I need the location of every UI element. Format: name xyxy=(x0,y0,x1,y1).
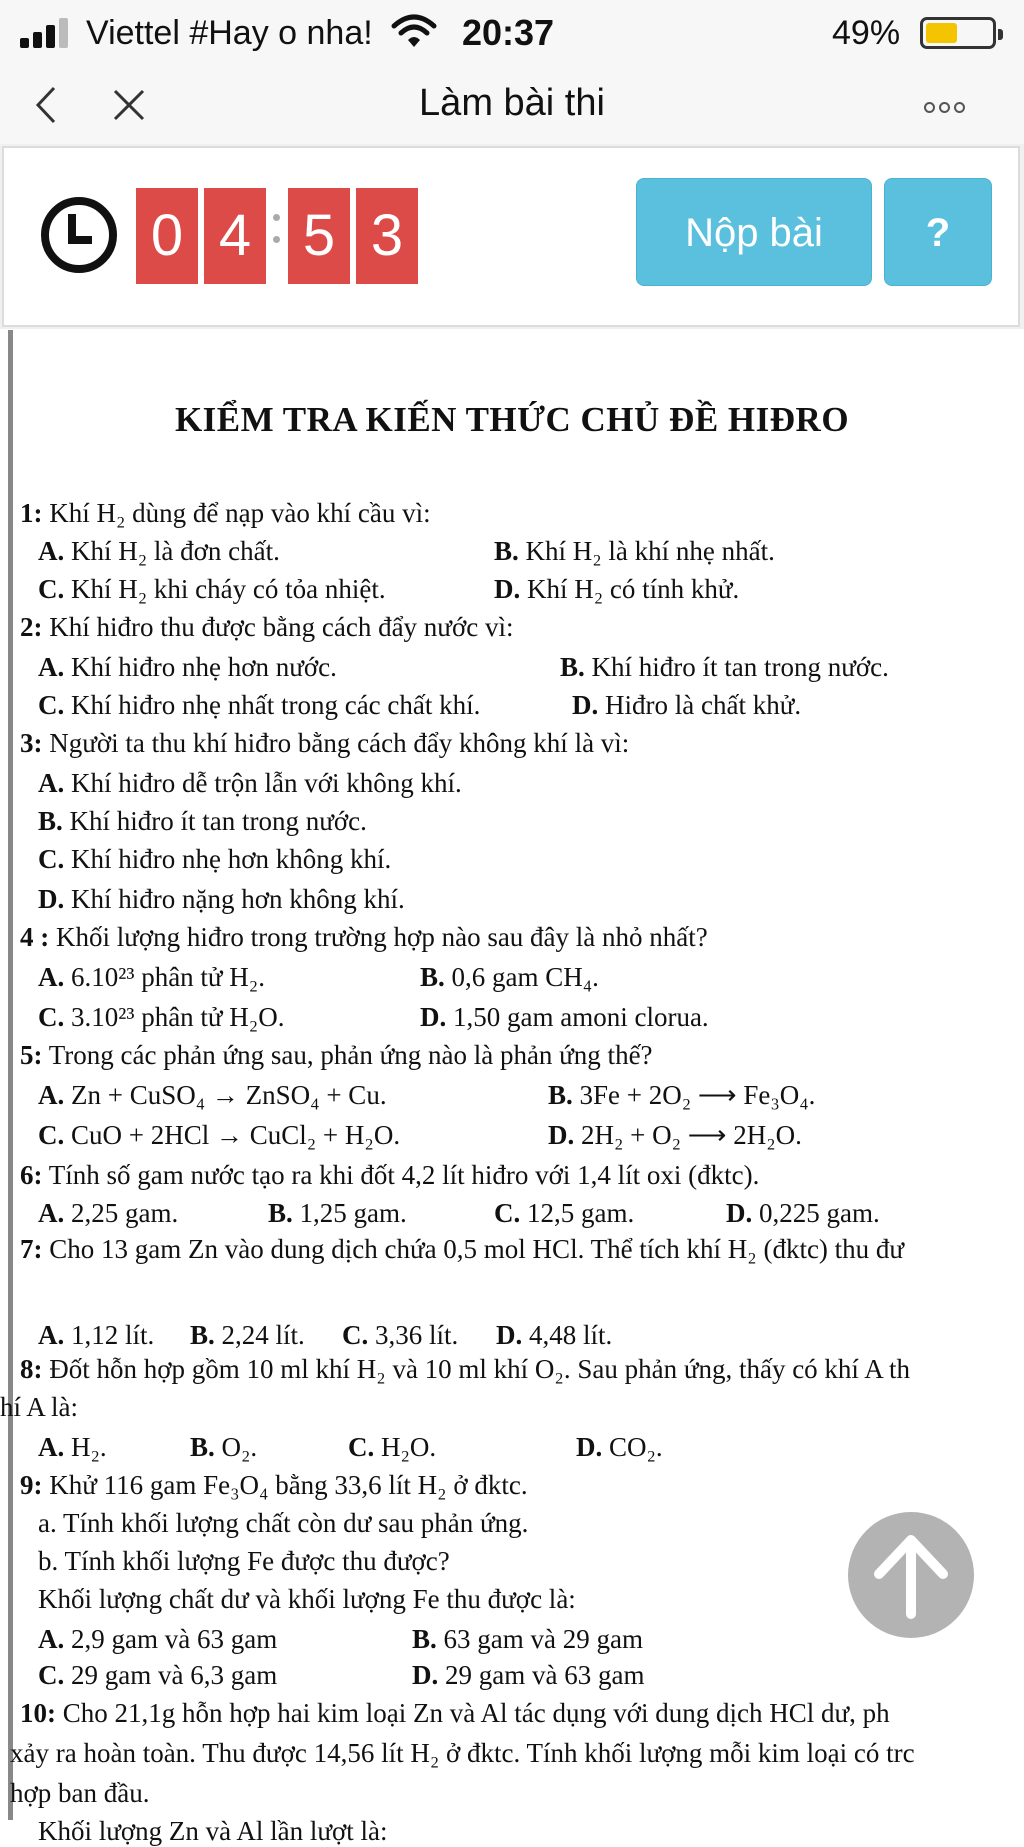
item-label: D. xyxy=(576,1432,603,1462)
item-text: 63 gam và 29 gam xyxy=(436,1624,643,1654)
timer-digit: 4 xyxy=(204,188,266,284)
item-text: 0,6 gam CH₄. xyxy=(444,962,599,992)
question-line xyxy=(38,844,391,875)
question-line xyxy=(342,1320,458,1351)
question-line xyxy=(38,806,367,837)
item-text: CuO + 2HCl → CuCl₂ + H₂O. xyxy=(64,1120,401,1150)
item-text: Cho 21,1g hỗn hợp hai kim loại Zn và Al tác dụng với dung dịch HCl dư, ph xyxy=(56,1698,890,1728)
item-text: Khí H₂ dùng để nạp vào khí cầu vì: xyxy=(42,498,431,528)
item-text: Khí H₂ khi cháy có tỏa nhiệt. xyxy=(64,574,386,604)
question-line xyxy=(412,1660,644,1691)
question-line xyxy=(576,1432,663,1463)
item-label: D. xyxy=(494,574,521,604)
timer-digit: 3 xyxy=(356,188,418,284)
scroll-top-button[interactable] xyxy=(848,1512,974,1638)
text-line xyxy=(0,1392,78,1423)
item-label: 9: xyxy=(20,1470,43,1500)
item-text: 2,24 lít. xyxy=(214,1320,305,1350)
item-label: B. xyxy=(548,1080,573,1110)
nav-bar xyxy=(0,66,1024,144)
item-label: C. xyxy=(342,1320,369,1350)
item-text: 2,9 gam và 63 gam xyxy=(64,1624,278,1654)
item-label: A. xyxy=(38,768,65,798)
item-label: C. xyxy=(38,1660,65,1690)
item-text: Trong các phản ứng sau, phản ứng nào là phản ứng thế? xyxy=(42,1040,653,1070)
item-text: H₂. xyxy=(64,1432,107,1462)
help-button[interactable]: ? xyxy=(884,178,992,286)
item-text: 29 gam và 6,3 gam xyxy=(64,1660,278,1690)
question-line xyxy=(560,652,889,683)
item-text: Khí hiđro nhẹ hơn nước. xyxy=(64,652,337,682)
item-text: 12,5 gam. xyxy=(520,1198,635,1228)
question-line xyxy=(38,536,280,567)
more-dots-icon[interactable] xyxy=(924,100,972,114)
item-text: Hiđro là chất khử. xyxy=(598,690,802,720)
item-label: A. xyxy=(38,1320,65,1350)
item-label: D. xyxy=(572,690,599,720)
text-line xyxy=(38,1584,576,1615)
item-label: B. xyxy=(190,1432,215,1462)
item-label: B. xyxy=(412,1624,437,1654)
item-text: Khí H₂ là khí nhẹ nhất. xyxy=(518,536,775,566)
item-label: 2: xyxy=(20,612,43,642)
item-label: B. xyxy=(268,1198,293,1228)
item-text: Khối lượng chất dư và khối lượng Fe thu được là: xyxy=(38,1584,576,1614)
item-text: O₂. xyxy=(214,1432,258,1462)
item-label: C. xyxy=(38,844,65,874)
timer-digit: 5 xyxy=(288,188,350,284)
item-label: D. xyxy=(548,1120,575,1150)
item-label: A. xyxy=(38,1432,65,1462)
question-line xyxy=(572,690,801,721)
item-label: B. xyxy=(560,652,585,682)
item-text: Cho 13 gam Zn vào dung dịch chứa 0,5 mol HCl. Thể tích khí H₂ (đktc) thu đư xyxy=(42,1234,905,1264)
battery-icon xyxy=(920,17,996,49)
question-line xyxy=(38,652,337,683)
timer-colon xyxy=(270,200,284,260)
item-text: a. Tính khối lượng chất còn dư sau phản ứng. xyxy=(38,1508,529,1538)
question-line xyxy=(38,574,386,605)
text-line xyxy=(38,1508,528,1539)
item-label: B. xyxy=(190,1320,215,1350)
timer-digit: 0 xyxy=(136,188,198,284)
item-label: A. xyxy=(38,1624,65,1654)
question-line xyxy=(20,1698,890,1729)
question-line xyxy=(38,1432,107,1463)
question-line xyxy=(38,768,462,799)
item-text: Đốt hỗn hợp gồm 10 ml khí H₂ và 10 ml khí O₂. Sau phản ứng, thấy có khí A th xyxy=(42,1354,910,1384)
item-label: C. xyxy=(38,1002,65,1032)
clock-icon xyxy=(40,196,118,274)
item-label: A. xyxy=(38,1198,65,1228)
item-label: 3: xyxy=(20,728,43,758)
item-text: 0,225 gam. xyxy=(752,1198,880,1228)
item-text: 1,12 lít. xyxy=(64,1320,155,1350)
item-text: 3.10²³ phân tử H₂O. xyxy=(64,1002,285,1032)
signal-icon xyxy=(20,18,76,48)
item-text: 1,50 gam amoni clorua. xyxy=(446,1002,709,1032)
exam-title: KIỂM TRA KIẾN THỨC CHỦ ĐỀ HIĐRO xyxy=(174,400,850,439)
item-text: Khí H₂ là đơn chất. xyxy=(64,536,280,566)
item-text: Tính số gam nước tạo ra khi đốt 4,2 lít hiđro với 1,4 lít oxi (đktc). xyxy=(42,1160,760,1190)
item-text: xảy ra hoàn toàn. Thu được 14,56 lít H₂ ở đktc. Tính khối lượng mỗi kim loại có trc xyxy=(10,1738,915,1768)
item-label: B. xyxy=(420,962,445,992)
question-line xyxy=(38,1120,400,1151)
item-text: Khí hiđro thu được bằng cách đẩy nước vì: xyxy=(42,612,514,642)
item-label: C. xyxy=(38,574,65,604)
question-line xyxy=(494,1198,634,1229)
item-label: D. xyxy=(38,884,65,914)
item-label: 5: xyxy=(20,1040,43,1070)
question-line xyxy=(20,1354,910,1385)
question-line xyxy=(20,1160,759,1191)
text-line xyxy=(38,1546,450,1577)
question-line xyxy=(38,962,265,993)
question-line xyxy=(20,922,708,953)
question-line xyxy=(412,1624,643,1655)
item-text: 4,48 lít. xyxy=(522,1320,613,1350)
item-text: Khối lượng hiđro trong trường hợp nào sau đây là nhỏ nhất? xyxy=(49,922,708,952)
item-text: Khí H₂ có tính khử. xyxy=(520,574,740,604)
item-label: D. xyxy=(726,1198,753,1228)
item-text: 3,36 lít. xyxy=(368,1320,459,1350)
question-line xyxy=(20,1040,653,1071)
item-label: D. xyxy=(412,1660,439,1690)
item-text: H₂O. xyxy=(374,1432,437,1462)
carrier-name: Viettel #Hay o nha! xyxy=(86,14,373,52)
item-text: Người ta thu khí hiđro bằng cách đẩy không khí là vì: xyxy=(42,728,630,758)
question-line xyxy=(38,1320,154,1351)
item-text: 2H₂ + O₂ ⟶ 2H₂O. xyxy=(574,1120,802,1150)
item-text: Khử 116 gam Fe₃O₄ bằng 33,6 lít H₂ ở đktc. xyxy=(42,1470,528,1500)
question-line xyxy=(20,612,513,643)
timer-panel xyxy=(0,144,1024,329)
item-text: Khí hiđro ít tan trong nước. xyxy=(62,806,367,836)
item-text: b. Tính khối lượng Fe được thu được? xyxy=(38,1546,450,1576)
item-label: A. xyxy=(38,536,65,566)
question-line xyxy=(190,1320,305,1351)
item-text: hí A là: xyxy=(0,1392,79,1422)
item-label: 6: xyxy=(20,1160,43,1190)
item-label: B. xyxy=(494,536,519,566)
question-line xyxy=(494,574,739,605)
item-label: A. xyxy=(38,652,65,682)
item-label: C. xyxy=(38,1120,65,1150)
battery-percent: 49% xyxy=(832,14,901,52)
question-line xyxy=(348,1432,436,1463)
question-line xyxy=(268,1198,407,1229)
item-label: 10: xyxy=(20,1698,56,1728)
status-bar xyxy=(0,0,1024,66)
question-line xyxy=(494,536,775,567)
item-text: Khí hiđro nặng hơn không khí. xyxy=(64,884,405,914)
question-line xyxy=(38,1198,178,1229)
item-text: 1,25 gam. xyxy=(292,1198,407,1228)
item-text: 2,25 gam. xyxy=(64,1198,179,1228)
question-line xyxy=(496,1320,612,1351)
item-label: C. xyxy=(38,690,65,720)
item-text: Khí hiđro nhẹ hơn không khí. xyxy=(64,844,392,874)
item-text: Khối lượng Zn và Al lần lượt là: xyxy=(38,1816,388,1846)
question-line xyxy=(38,1002,284,1033)
status-time: 20:37 xyxy=(462,12,555,53)
question-line xyxy=(20,1234,904,1265)
item-text: Khí hiđro ít tan trong nước. xyxy=(584,652,889,682)
item-label: C. xyxy=(348,1432,375,1462)
battery-level xyxy=(926,23,957,43)
question-line xyxy=(548,1080,815,1111)
question-line xyxy=(38,884,405,915)
question-line xyxy=(38,1624,277,1655)
question-line xyxy=(548,1120,802,1151)
question-line xyxy=(190,1432,257,1463)
item-text: 3Fe + 2O₂ ⟶ Fe₃O₄. xyxy=(572,1080,816,1110)
item-label: B. xyxy=(38,806,63,836)
item-label: D. xyxy=(420,1002,447,1032)
item-text: hợp ban đầu. xyxy=(10,1778,150,1808)
question-line xyxy=(420,962,599,993)
item-text: 6.10²³ phân tử H₂. xyxy=(64,962,265,992)
item-label: A. xyxy=(38,1080,65,1110)
page-title: Làm bài thi xyxy=(419,82,605,124)
question-line xyxy=(38,1660,277,1691)
question-line xyxy=(726,1198,880,1229)
wifi-icon xyxy=(392,14,436,50)
item-label: C. xyxy=(494,1198,521,1228)
question-line xyxy=(20,498,431,529)
text-line xyxy=(10,1738,915,1769)
item-label: 4 : xyxy=(20,922,50,952)
item-label: 1: xyxy=(20,498,43,528)
text-line xyxy=(38,1816,388,1847)
question-line xyxy=(38,690,480,721)
item-text: Khí hiđro dễ trộn lẫn với không khí. xyxy=(64,768,462,798)
item-text: Zn + CuSO₄ → ZnSO₄ + Cu. xyxy=(64,1080,387,1110)
item-text: CO₂. xyxy=(602,1432,663,1462)
question-line xyxy=(20,728,629,759)
question-line xyxy=(20,1470,528,1501)
text-line xyxy=(10,1778,150,1809)
item-text: Khí hiđro nhẹ nhất trong các chất khí. xyxy=(64,690,481,720)
item-text: 29 gam và 63 gam xyxy=(438,1660,645,1690)
question-line xyxy=(38,1080,387,1111)
item-label: 8: xyxy=(20,1354,43,1384)
item-label: A. xyxy=(38,962,65,992)
item-label: 7: xyxy=(20,1234,43,1264)
question-line xyxy=(420,1002,709,1033)
submit-button[interactable]: Nộp bài xyxy=(636,178,872,286)
item-label: D. xyxy=(496,1320,523,1350)
arrow-up-icon xyxy=(871,1532,951,1618)
